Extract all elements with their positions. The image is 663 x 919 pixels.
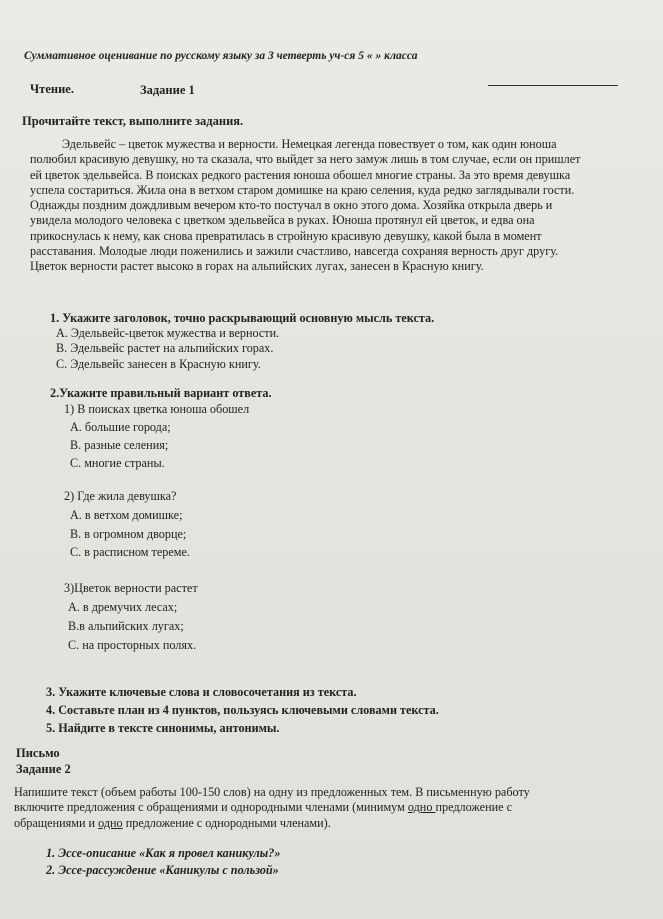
task2-line-1: Напишите текст (объем работы 100-150 слов) на одну из предложенных тем. В письменную работу [14,785,530,799]
paragraph-line: Цветок верности растет высоко в горах на альпийских лугах, занесен в Красную книгу. [30,259,484,274]
essay-topic-1: 1. Эссе-описание «Как я провел каникулы?» [46,846,281,860]
paragraph-line: Эдельвейс – цветок мужества и верности. Немецкая легенда повествует о том, как один юноша [62,137,557,151]
q2-sub2-question: 2) Где жила девушка? [64,489,177,503]
header-title: Суммативное оценивание по русскому языку за 3 четверть уч-ся 5 « » класса [24,50,418,62]
q1-option-c: С. Эдельвейс занесен в Красную книгу. [56,357,261,371]
q2-sub3-option-c: С. на просторных полях. [68,638,197,652]
paragraph-line: расставания. Молодые люди поженились и зажили счастливо, навсегда сохраняя верность друг другу. [30,244,559,259]
q2-sub3-question: 3)Цветок верности растет [64,581,198,595]
paragraph-line: успела состариться. Жила она в ветхом старом домишке на краю селения, куда редко заглядывали гости. [30,182,575,197]
task2-line-3 [14,816,530,831]
task2-line-2-part: включите предложения с обращениями и однородными членами (минимум [14,800,408,815]
task-4: 4. Составьте план из 4 пунктов, пользуясь ключевыми словами текста. [46,703,439,717]
task-3: 3. Укажите ключевые слова и словосочетания из текста. [46,685,357,699]
q1-option-b: В. Эдельвейс растет на альпийских горах. [56,341,274,355]
paragraph-line: ей цветок эдельвейса. В поисках редкого растения юноша обошел многие страны. За это время девушка [30,167,571,182]
reading-text [30,137,663,275]
writing-label: Письмо [16,746,60,760]
paragraph-line: прикоснулась к нему, как снова превратилась в стройную красивую девушку, какой была в момент [30,228,542,243]
q2-title: 2.Укажите правильный вариант ответа. [50,386,272,400]
q2-sub1-question: 1) В поисках цветка юноша обошел [64,402,250,416]
task2-line-3-part: предложение с однородными членами). [122,815,331,830]
q2-sub1-option-a: А. большие города; [70,420,171,434]
essay-topic-2: 2. Эссе-рассуждение «Каникулы с пользой» [46,863,279,877]
q2-sub2-option-a: А. в ветхом домишке; [70,508,183,522]
paragraph-line: Однажды поздним дождливым вечером кто-то постучал в окно этого дома. Хозяйка открыла дверь и [30,198,553,213]
paragraph-line: полюбил красивую девушку, но та сказала, что выйдет за него замуж лишь в том случае, если он пришлет [30,152,581,167]
task2-line-2 [14,800,530,815]
task2-label: Задание 2 [16,762,71,776]
q2-sub1-option-b: В. разные селения; [70,438,169,452]
task-5: 5. Найдите в тексте синонимы, антонимы. [46,721,280,735]
task2-line-2-part: предложение с [435,800,512,815]
instruction: Прочитайте текст, выполните задания. [22,114,244,128]
paragraph-line: увидела молодого человека с цветком эдельвейса в руках. Юноша протянул ей цветок, и едва она [30,213,535,228]
q2-sub3-option-b: В.в альпийских лугах; [68,619,184,633]
q1-title: 1. Укажите заголовок, точно раскрывающий основную мысль текста. [50,311,435,325]
q2-sub2-option-b: В. в огромном дворце; [70,527,187,541]
q1-option-a: А. Эдельвейс-цветок мужества и верности. [56,326,280,340]
task2-line-3-part: обращениями и [14,815,99,830]
q2-sub2-option-c: С. в расписном тереме. [70,545,190,559]
task2-instructions [14,785,530,831]
q2-sub1-option-c: С. многие страны. [70,456,165,470]
reading-label: Чтение. [30,82,74,96]
task1-label: Задание 1 [140,83,195,97]
underlined-word: одно [98,815,123,830]
underlined-word: одно [407,800,436,815]
header-blank-line [488,85,618,86]
essay-topics [46,845,280,879]
q2-sub3-option-a: А. в дремучих лесах; [68,600,178,614]
